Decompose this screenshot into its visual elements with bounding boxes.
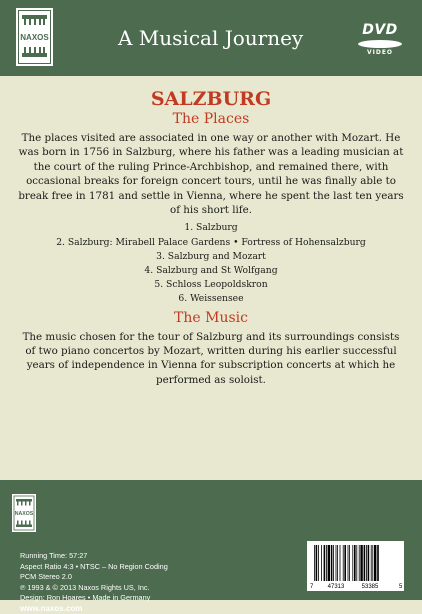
dvd-video-label: VIDEO	[350, 49, 410, 56]
barcode-bar	[374, 545, 376, 581]
website-link[interactable]: www.naxos.com	[20, 604, 280, 614]
places-heading: The Places	[0, 110, 422, 129]
barcode-bar	[336, 545, 337, 581]
barcode-bar	[343, 545, 344, 581]
barcode-bar	[348, 545, 349, 581]
barcode-bar	[364, 545, 366, 581]
barcode-bar	[314, 545, 315, 581]
header-band	[0, 0, 422, 76]
barcode-bar	[324, 545, 326, 581]
list-item: 6. Weissensee	[0, 292, 422, 306]
places-list	[0, 221, 422, 306]
places-paragraph: The places visited are associated in one way or another with Mozart. He was born in 1756 in Salzburg, where his father was a leading musician at the court of the ruling Prince-Archbishop, and remained there, with occasional breaks for foreign concert tours, until he was finally able to break free in 1781 and settle in Vienna, where he spent the last ten years of his short life.	[18, 131, 404, 217]
series-title: A Musical Journey	[118, 26, 303, 50]
barcode-bar	[360, 545, 362, 581]
list-item: 5. Schloss Leopoldskron	[0, 278, 422, 292]
dvd-label: DVD	[350, 22, 410, 38]
barcode-digit-right: 53385	[362, 584, 379, 590]
barcode-bar	[333, 545, 334, 581]
barcode-digit-lead: 7	[310, 584, 314, 590]
barcode-bar	[318, 545, 319, 581]
barcode-bar	[371, 545, 372, 581]
running-time: Running Time: 57:27	[20, 551, 280, 562]
barcode	[307, 541, 404, 591]
barcode-bar	[344, 545, 346, 581]
barcode-bar	[321, 545, 322, 581]
main-content	[0, 76, 422, 390]
audio-format: PCM Stereo 2.0	[20, 572, 280, 583]
barcode-bar	[340, 545, 341, 581]
naxos-logo-text: NAXOS	[20, 33, 49, 42]
barcode-bar	[377, 545, 379, 581]
naxos-small-logo-text: NAXOS	[15, 511, 34, 517]
barcode-bar	[349, 545, 350, 581]
list-item: 3. Salzburg and Mozart	[0, 250, 422, 264]
product-specs	[20, 551, 280, 614]
barcode-digit-left: 47313	[328, 584, 345, 590]
barcode-digit-check: 5	[399, 584, 403, 590]
music-paragraph: The music chosen for the tour of Salzburg and its surroundings consists of two piano concertos by Mozart, written during his earlier successful years of independence in Vienna for subscription concerts at which he performed as soloist.	[18, 330, 404, 388]
barcode-bar	[352, 545, 353, 581]
dvd-video-logo	[350, 22, 410, 58]
design-credit: Design: Ron Hoares • Made in Germany	[20, 593, 280, 604]
barcode-bar	[328, 545, 330, 581]
list-item: 4. Salzburg and St Wolfgang	[0, 264, 422, 278]
list-item: 2. Salzburg: Mirabell Palace Gardens • Fortress of Hohensalzburg	[0, 236, 422, 250]
barcode-bar	[316, 545, 318, 581]
barcode-bar	[331, 545, 333, 581]
barcode-bar	[356, 545, 357, 581]
barcode-bar	[372, 545, 373, 581]
list-item: 1. Salzburg	[0, 221, 422, 235]
barcode-bar	[354, 545, 356, 581]
music-heading: The Music	[0, 309, 422, 328]
barcode-bar	[368, 545, 370, 581]
aspect-ratio: Aspect Ratio 4:3 • NTSC – No Region Coding	[20, 562, 280, 573]
barcode-bar	[337, 545, 338, 581]
naxos-logo-icon	[16, 8, 53, 66]
naxos-small-logo-icon	[12, 494, 36, 532]
barcode-bar	[326, 545, 327, 581]
barcode-bar	[366, 545, 367, 581]
barcode-bar	[359, 545, 360, 581]
city-title: SALZBURG	[0, 88, 422, 110]
copyright: ℗ 1993 & © 2013 Naxos Rights US, Inc.	[20, 583, 280, 594]
dvd-disc-icon	[358, 40, 402, 48]
